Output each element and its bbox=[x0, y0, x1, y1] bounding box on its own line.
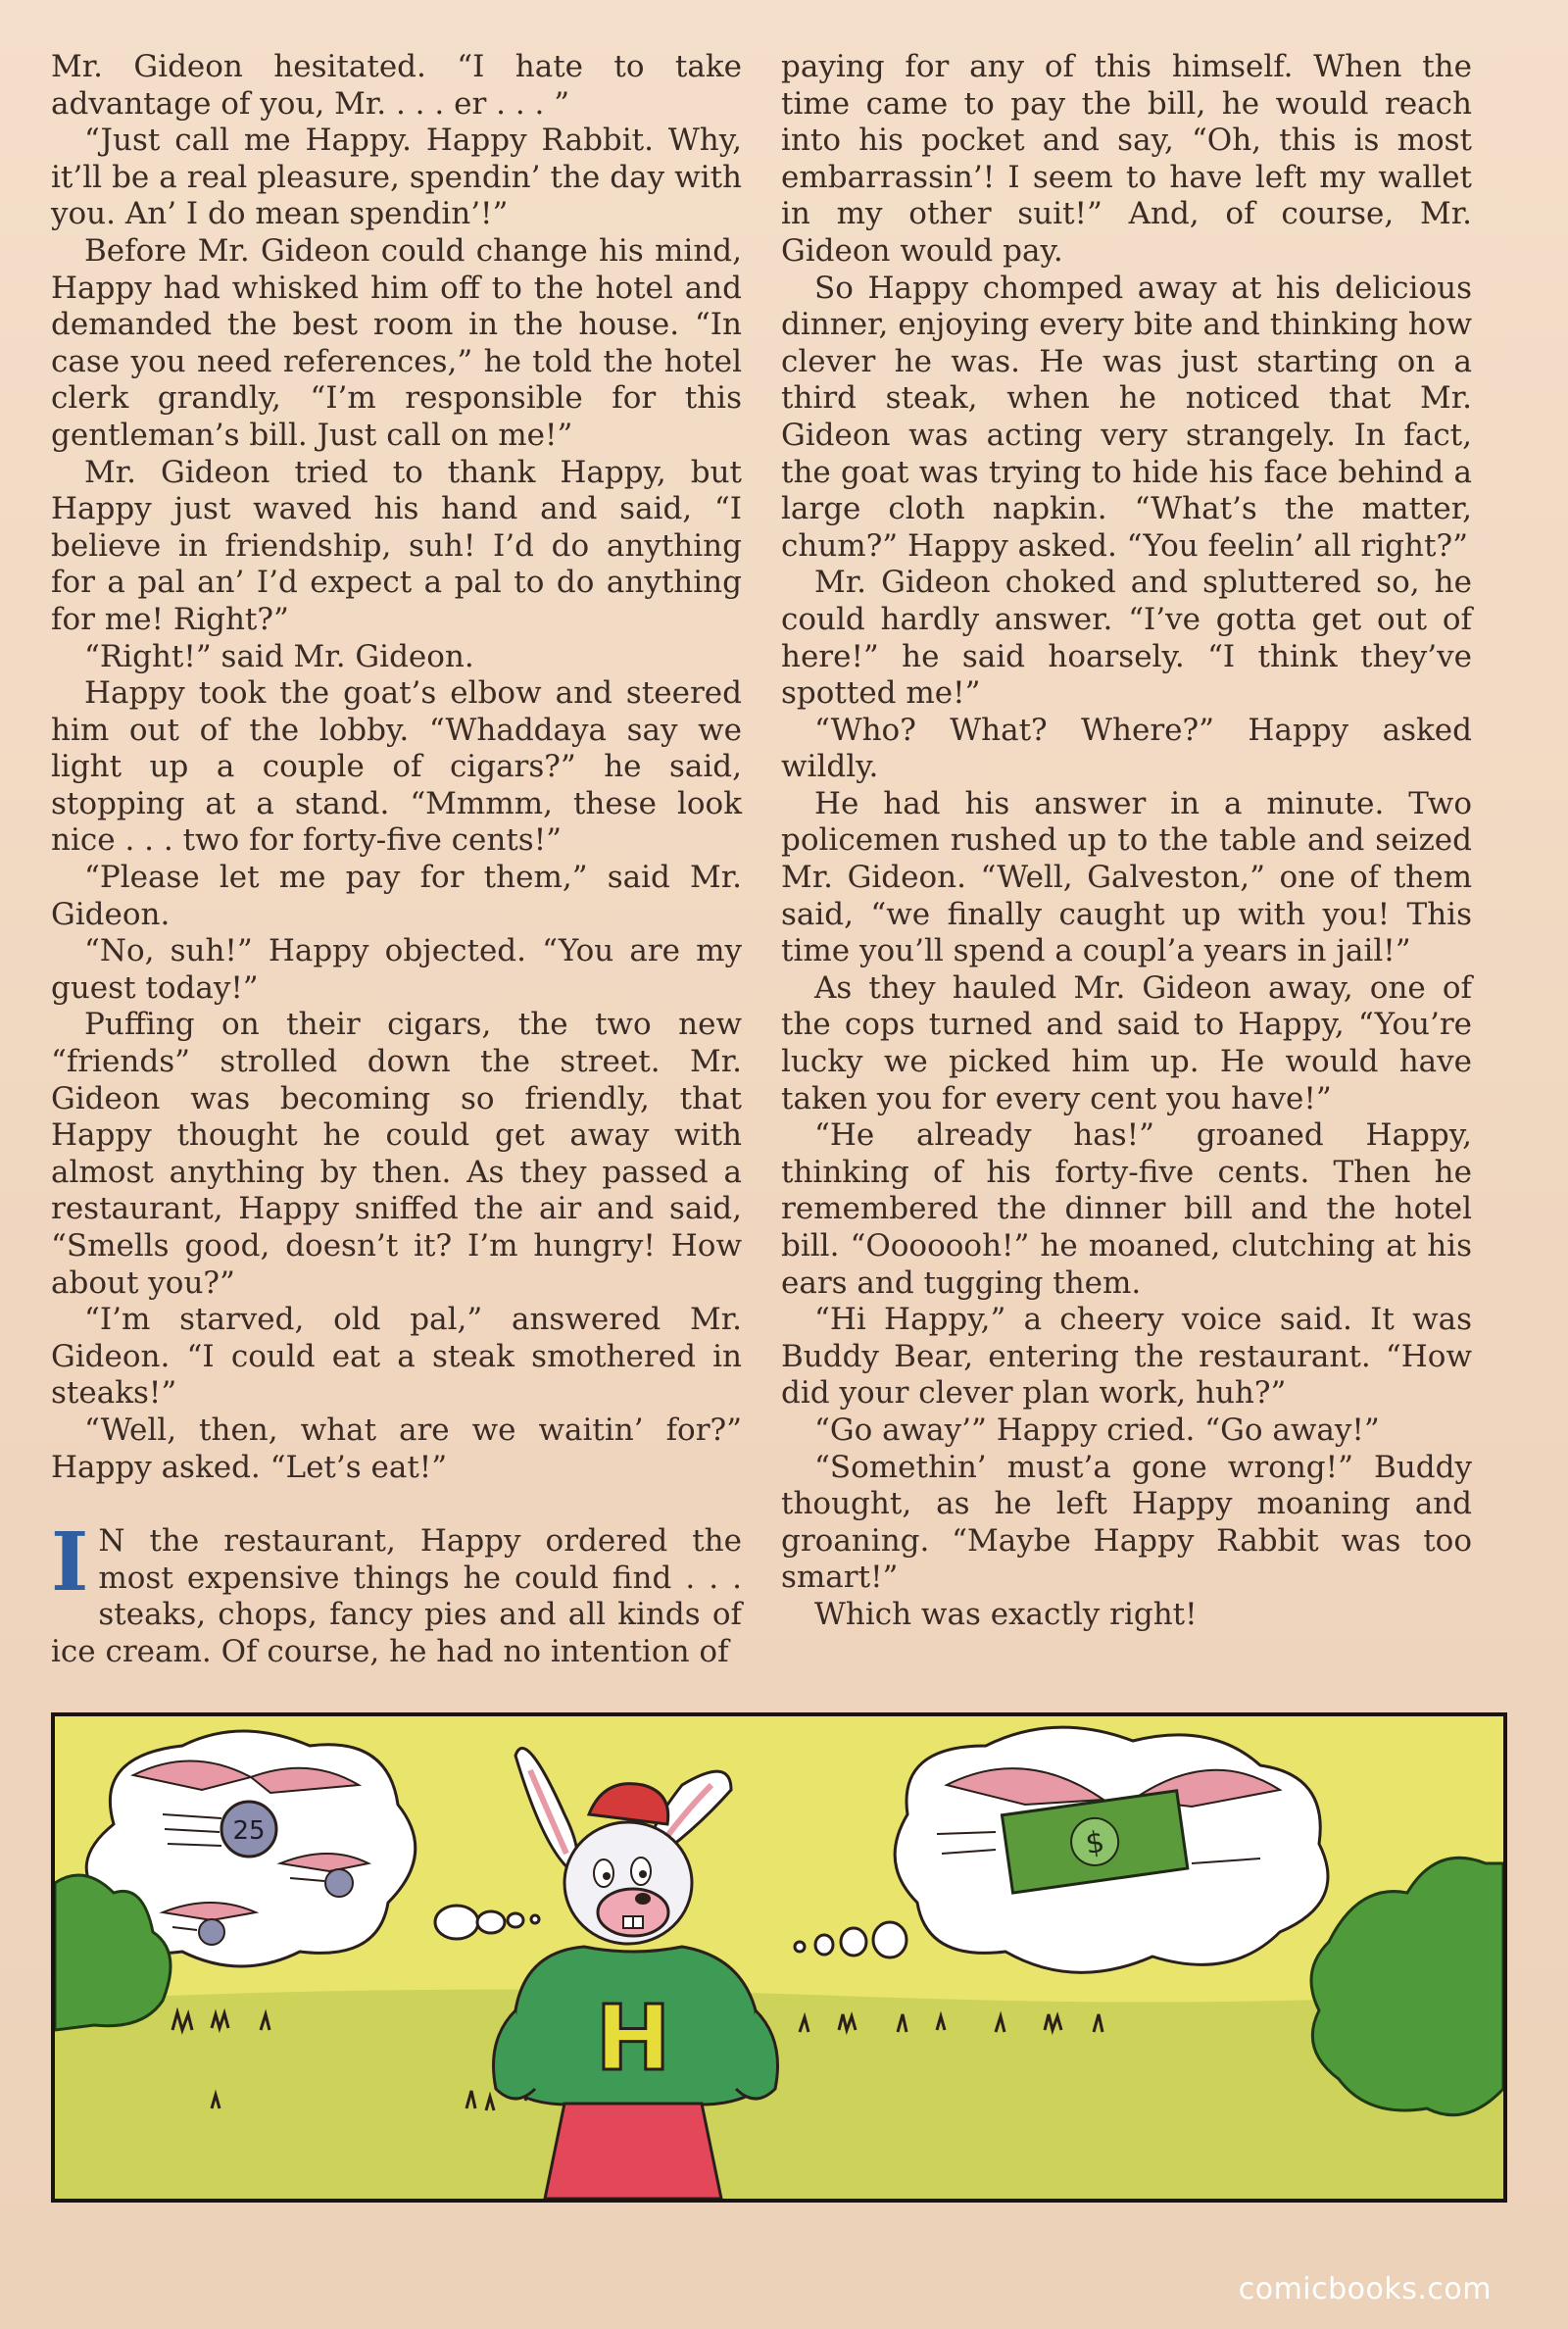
paragraph: Mr. Gideon hesitated. “I hate to take advantage of you, Mr. . . . er . . . ” bbox=[51, 49, 742, 122]
paragraph: “Please let me pay for them,” said Mr. Gideon. bbox=[51, 860, 742, 932]
paragraph: “I’m starved, old pal,” answered Mr. Gideon. “I could eat a steak smothered in steaks!” bbox=[51, 1302, 742, 1412]
paragraph: Mr. Gideon choked and spluttered so, he could hardly answer. “I’ve gotta get out of here!” he said hoarsely. “I think they’ve spotted me!” bbox=[781, 565, 1472, 712]
paragraph: So Happy chomped away at his delicious dinner, enjoying every bite and thinking how clever he was. He was just starting on a third steak, when he noticed that Mr. Gideon was acting very strangely. In fact, the goat was trying to hide his face behind a large cloth napkin. “What’s the matter, chum?” Happy asked. “You feelin’ all right?” bbox=[781, 270, 1472, 564]
sweater-letter: H bbox=[595, 1986, 671, 2091]
paragraph: Happy took the goat’s elbow and steered him out of the lobby. “Whaddaya say we light up a couple of cigars?” he said, stopping at a stand. “Mmmm, these look nice . . . two for forty-five cents!” bbox=[51, 675, 742, 859]
paragraph: “Just call me Happy. Happy Rabbit. Why, it’ll be a real pleasure, spendin’ the day with you. An’ I do mean spendin’!” bbox=[51, 123, 742, 232]
paragraph: “He already has!” groaned Happy, thinking of his forty-five cents. Then he remembered the dinner bill and the hotel bill. “Ooooooh!” he moaned, clutching at his ears and tugging them. bbox=[781, 1117, 1472, 1301]
paragraph: “Somethin’ must’a gone wrong!” Buddy thought, as he left Happy moaning and groaning. “Maybe Happy Rabbit was too smart!” bbox=[781, 1449, 1472, 1596]
story-left-column bbox=[51, 49, 742, 1671]
story-right-column bbox=[781, 49, 1472, 1634]
paragraph: “Go away’” Happy cried. “Go away!” bbox=[814, 1412, 1380, 1448]
paragraph: “Right!” said Mr. Gideon. bbox=[84, 638, 474, 674]
paragraph: Mr. Gideon tried to thank Happy, but Happy just waved his hand and said, “I believe in friendship, suh! I’d do anything for a pal an’ I’d expect a pal to do anything for me! Right?” bbox=[51, 454, 742, 637]
illustration-art bbox=[55, 1716, 1503, 2199]
dropcap-paragraph bbox=[51, 1515, 742, 1670]
dropcap-paragraph-text: N the restaurant, Happy ordered the most expensive things he could find . . . steaks, chops, fancy pies and all kinds of ice cream. Of course, he had no intention of bbox=[51, 1523, 742, 1669]
coin-icon bbox=[325, 1869, 353, 1897]
paragraph: He had his answer in a minute. Two policemen rushed up to the table and seized Mr. Gideon. “Well, Galveston,” one of them said, “we finally caught up with you! This time you’ll spend a coupl’a years in jail!” bbox=[781, 785, 1472, 969]
coin-icon bbox=[199, 1919, 224, 1945]
paragraph: As they hauled Mr. Gideon away, one of the cops turned and said to Happy, “You’re lucky we picked him up. He would have taken you for every cent you have!” bbox=[781, 969, 1472, 1116]
paragraph: Puffing on their cigars, the two new “friends” strolled down the street. Mr. Gideon was becoming so friendly, that Happy thought he could get away with almost anything by then. As they passed a restaurant, Happy sniffed the air and said, “Smells good, doesn’t it? I’m hungry! How about you?” bbox=[51, 1007, 742, 1301]
paragraph: “No, suh!” Happy objected. “You are my guest today!” bbox=[51, 933, 742, 1006]
bill-label: $ bbox=[1083, 1824, 1107, 1862]
illustration-panel bbox=[51, 1712, 1507, 2203]
paragraph: “Who? What? Where?” Happy asked wildly. bbox=[781, 712, 1472, 785]
paragraph: “Well, then, what are we waitin’ for?” Happy asked. “Let’s eat!” bbox=[51, 1412, 742, 1485]
drop-cap: I bbox=[51, 1515, 89, 1610]
paragraph: “Hi Happy,” a cheery voice said. It was Buddy Bear, entering the restaurant. “How did your clever plan work, huh?” bbox=[781, 1302, 1472, 1412]
red-pants bbox=[545, 2104, 721, 2199]
grass-field bbox=[55, 1990, 1503, 2199]
watermark: comicbooks.com bbox=[1238, 2272, 1492, 2306]
paragraph: Before Mr. Gideon could change his mind, Happy had whisked him off to the hotel and demanded the best room in the house. “In case you need references,” he told the hotel clerk grandly, “I’m responsible for this gentleman’s bill. Just call on me!” bbox=[51, 232, 742, 453]
paragraph: paying for any of this himself. When the time came to pay the bill, he would reach into his pocket and say, “Oh, this is most embarrassin’! I seem to have left my wallet in my other suit!” And, of course, Mr. Gideon would pay. bbox=[781, 49, 1472, 269]
paragraph: Which was exactly right! bbox=[814, 1596, 1198, 1632]
coin-label: 25 bbox=[232, 1816, 266, 1846]
